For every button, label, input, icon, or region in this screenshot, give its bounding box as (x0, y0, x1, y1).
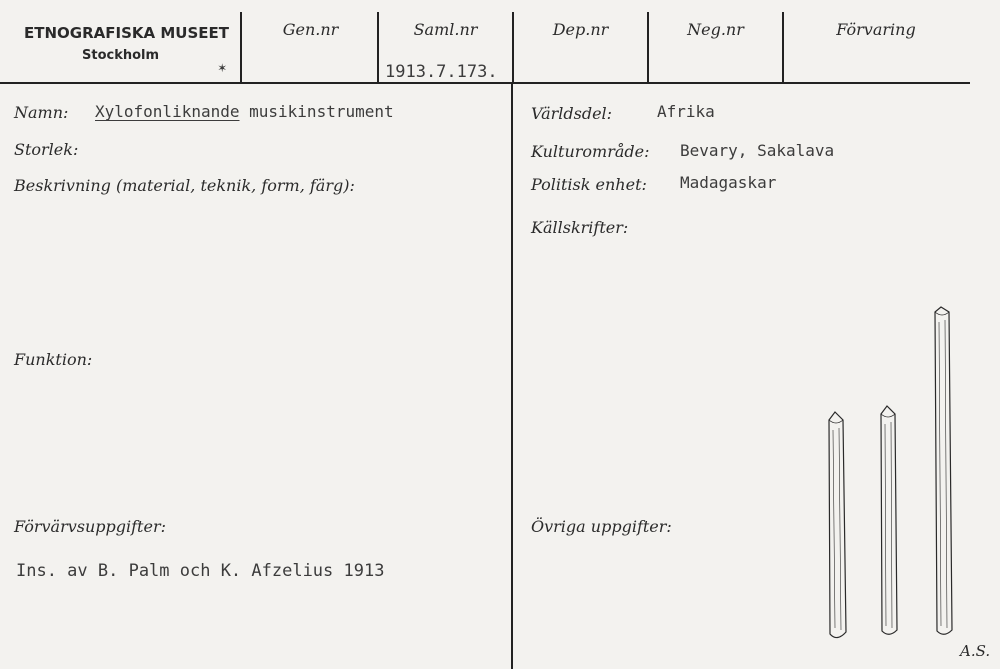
col-forvaring: Förvaring (836, 20, 916, 39)
storlek-label: Storlek: (14, 140, 79, 159)
varldsdel-value: Afrika (657, 102, 715, 121)
col-saml-nr: Saml.nr (413, 20, 478, 39)
namn-label: Namn: (14, 103, 69, 122)
signature: A.S. (960, 642, 991, 660)
asterisk-mark: ✶ (218, 60, 227, 76)
forvarv-label: Förvärvsuppgifter: (14, 517, 166, 536)
namn-value (95, 102, 394, 121)
col-gen-nr: Gen.nr (282, 20, 339, 39)
forvarv-value: Ins. av B. Palm och K. Afzelius 1913 (16, 561, 385, 581)
divider (782, 12, 784, 84)
funktion-label: Funktion: (14, 350, 93, 369)
saml-nr-value: 1913.7.173. (385, 62, 498, 82)
kallskrifter-label: Källskrifter: (531, 218, 629, 237)
divider (512, 12, 514, 84)
politisk-value: Madagaskar (680, 173, 777, 192)
namn-value-underlined: Xylofonliknande (95, 102, 240, 121)
center-divider (511, 84, 513, 669)
xylophone-bars-drawing (815, 300, 975, 645)
col-dep-nr: Dep.nr (552, 20, 609, 39)
kulturomrade-label: Kulturområde: (531, 142, 650, 161)
politisk-label: Politisk enhet: (531, 175, 647, 194)
kulturomrade-value: Bevary, Sakalava (680, 141, 835, 160)
ovriga-label: Övriga uppgifter: (531, 517, 672, 536)
museum-city: Stockholm (82, 48, 160, 63)
museum-name: ETNOGRAFISKA MUSEET (24, 24, 229, 42)
namn-value-rest: musikinstrument (239, 102, 394, 121)
header-rule (0, 82, 970, 84)
beskrivning-label: Beskrivning (material, teknik, form, färg): (14, 176, 355, 195)
col-neg-nr: Neg.nr (687, 20, 744, 39)
divider (647, 12, 649, 84)
varldsdel-label: Världsdel: (531, 104, 613, 123)
divider (240, 12, 242, 84)
divider (377, 12, 379, 84)
